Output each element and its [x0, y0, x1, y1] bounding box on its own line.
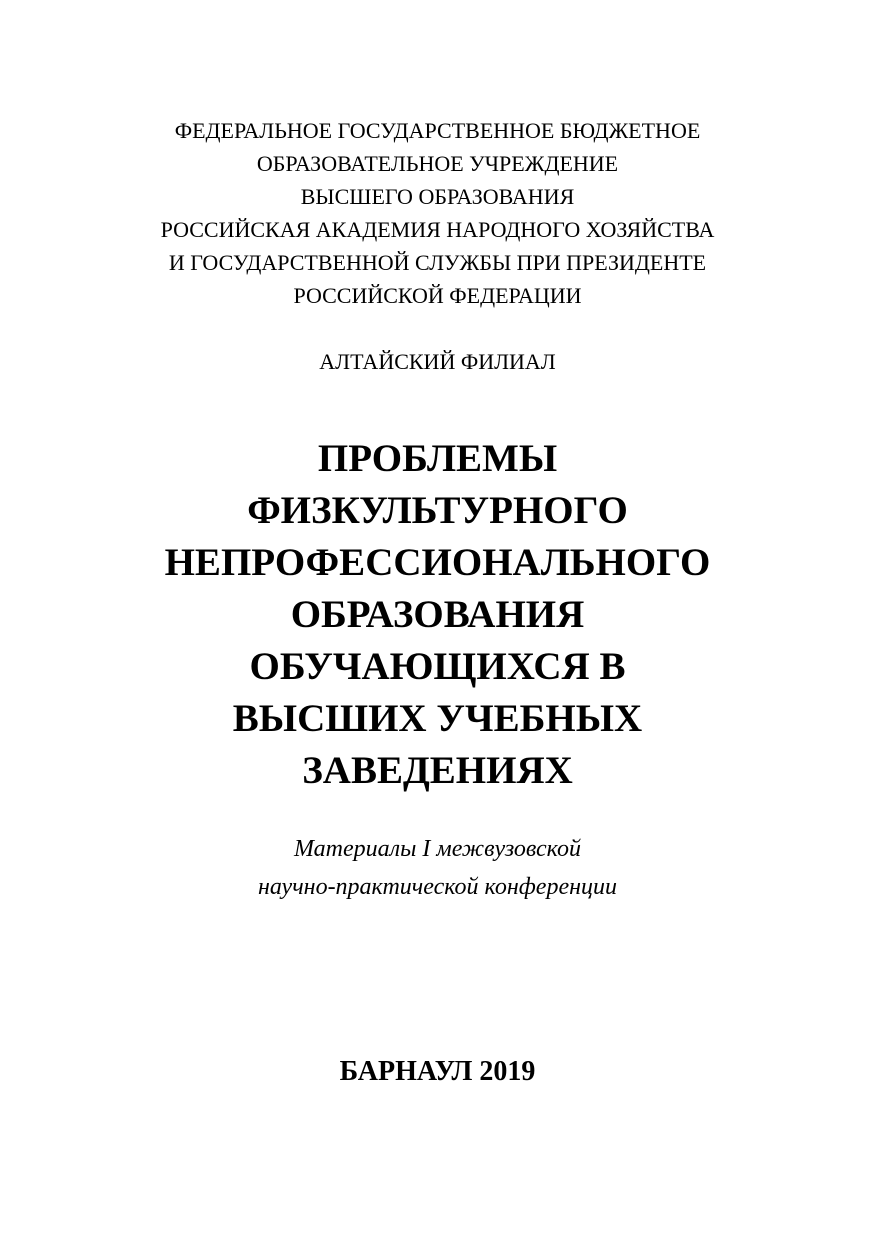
- title-line: ПРОБЛЕМЫ: [317, 437, 558, 480]
- title-line: ОБУЧАЮЩИХСЯ В: [249, 645, 626, 688]
- institution-line: РОССИЙСКОЙ ФЕДЕРАЦИИ: [293, 283, 582, 308]
- institution-line: ОБРАЗОВАТЕЛЬНОЕ УЧРЕЖДЕНИЕ: [256, 151, 619, 176]
- title-line: ЗАВЕДЕНИЯХ: [302, 749, 573, 792]
- institution-line: ВЫСШЕГО ОБРАЗОВАНИЯ: [300, 184, 575, 209]
- institution-line: И ГОСУДАРСТВЕННОЙ СЛУЖБЫ ПРИ ПРЕЗИДЕНТЕ: [168, 250, 707, 275]
- subtitle-line: научно-практической конференции: [257, 874, 618, 900]
- city-year: БАРНАУЛ 2019: [339, 1056, 536, 1087]
- institution-line: ФЕДЕРАЛЬНОЕ ГОСУДАРСТВЕННОЕ БЮДЖЕТНОЕ: [174, 118, 701, 143]
- title-line: НЕПРОФЕССИОНАЛЬНОГО: [164, 541, 711, 584]
- institution-line: РОССИЙСКАЯ АКАДЕМИЯ НАРОДНОГО ХОЗЯЙСТВА: [160, 217, 715, 242]
- title-line: ОБРАЗОВАНИЯ: [290, 593, 585, 636]
- title-line: ВЫСШИХ УЧЕБНЫХ: [232, 697, 643, 740]
- branch-name: АЛТАЙСКИЙ ФИЛИАЛ: [319, 349, 556, 374]
- title-line: ФИЗКУЛЬТУРНОГО: [247, 489, 628, 532]
- subtitle-line: Материалы I межвузовской: [294, 836, 581, 862]
